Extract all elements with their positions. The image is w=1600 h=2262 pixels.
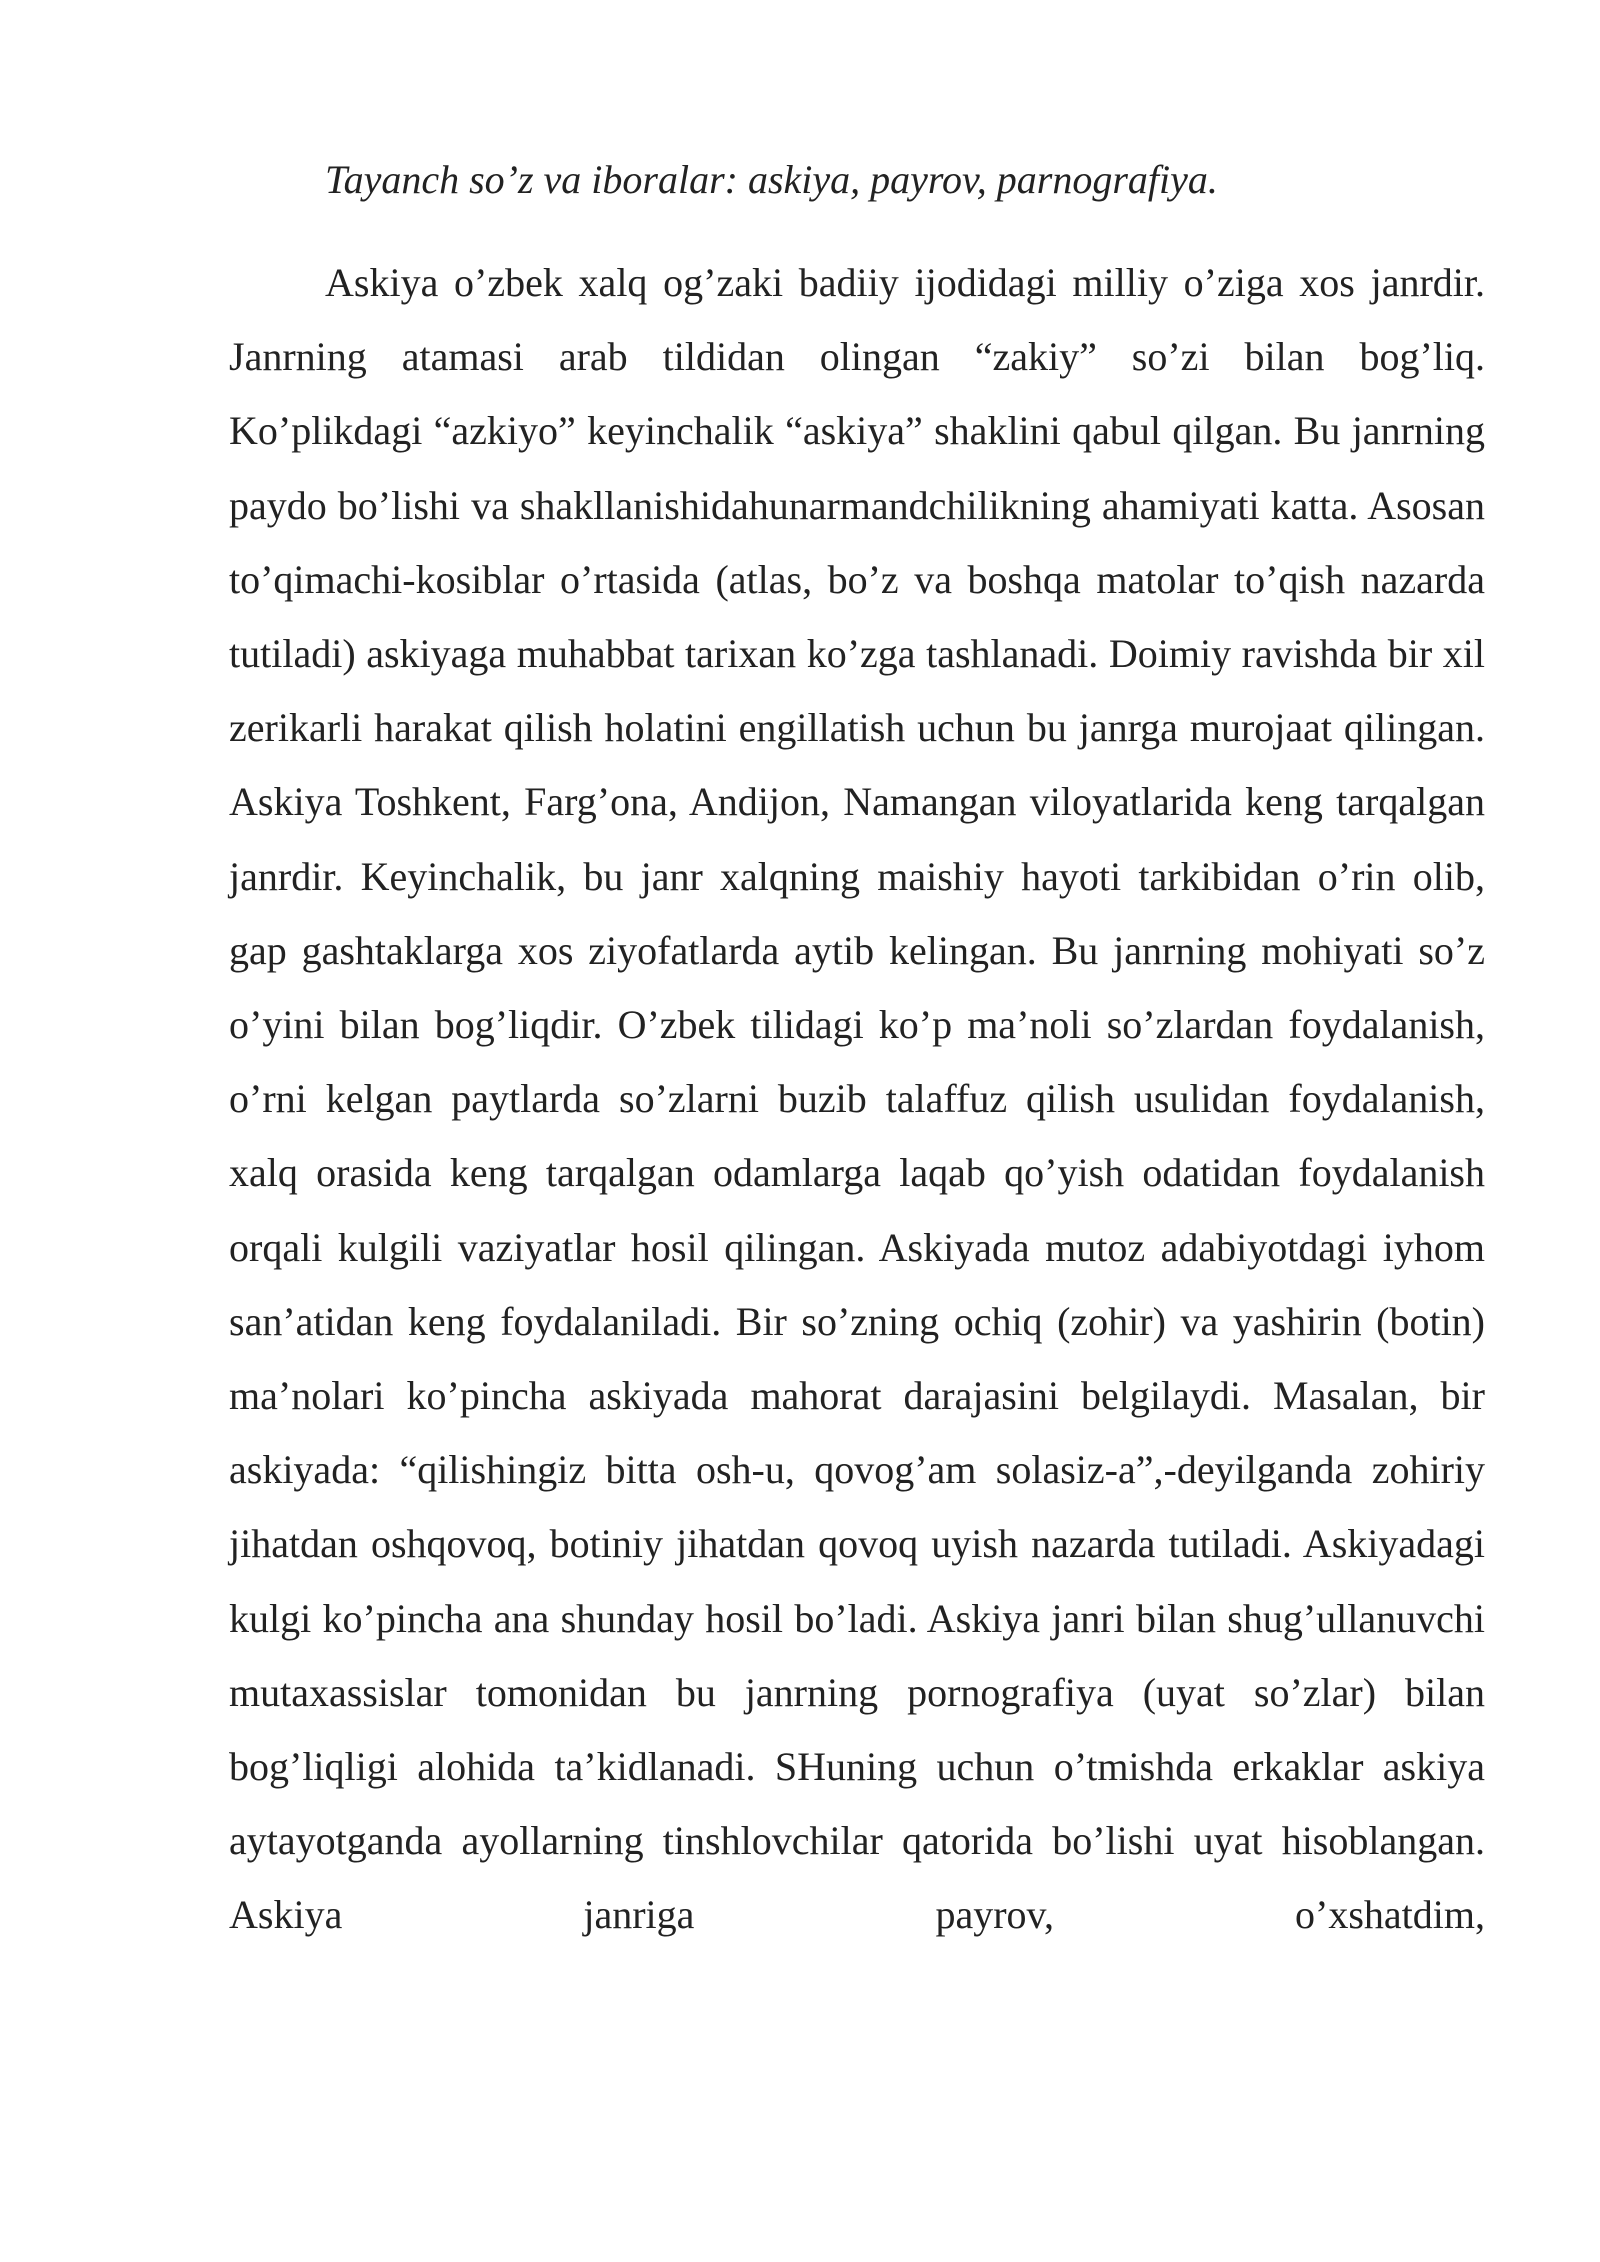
keywords-line: Tayanch so’z va iboralar: askiya, payrov, parnografiya.	[325, 157, 1218, 202]
body-paragraph: Askiya o’zbek xalq og’zaki badiiy ijodidagi milliy o’ziga xos janrdir. Janrning atamasi arab tildidan olingan “zakiy” so’zi bilan bog’liq. Ko’plikdagi “azkiyo” keyinchalik “askiya” shaklini qabul qilgan. Bu janrning paydo bo’lishi va shakllanishidahunarmandchilikning ahamiyati katta. Asosan to’qimachi-kosiblar o’rtasida (atlas, bo’z va boshqa matolar to’qish nazarda tutiladi) askiyaga muhabbat tarixan ko’zga tashlanadi. Doimiy ravishda bir xil zerikarli harakat qilish holatini engillatish uchun bu janrga murojaat qilingan. Askiya Toshkent, Farg’ona, Andijon, Namangan viloyatlarida keng tarqalgan janrdir. Keyinchalik, bu janr xalqning maishiy hayoti tarkibidan o’rin olib, gap gashtaklarga xos ziyofatlarda aytib kelingan. Bu janrning mohiyati so’z o’yini bilan bog’liqdir. O’zbek tilidagi ko’p ma’noli so’zlardan foydalanish, o’rni kelgan paytlarda so’zlarni buzib talaffuz qilish usulidan foydalanish, xalq orasida keng tarqalgan odamlarga laqab qo’yish odatidan foydalanish orqali kulgili vaziyatlar hosil qilingan. Askiyada mutoz adabiyotdagi iyhom san’atidan keng foydalaniladi. Bir so’zning ochiq (zohir) va yashirin (botin) ma’nolari ko’pincha askiyada mahorat darajasini belgilaydi. Masalan, bir askiyada: “qilishingiz bitta osh-u, qovog’am solasiz-a”,-deyilganda zohiriy jihatdan oshqovoq, botiniy jihatdan qovoq uyish nazarda tutiladi. Askiyadagi kulgi ko’pincha ana shunday hosil bo’ladi. Askiya janri bilan shug’ullanuvchi mutaxassislar tomonidan bu janrning pornografiya (uyat so’zlar) bilan bog’liqligi alohida ta’kidlanadi. SHuning uchun o’tmishda erkaklar askiya aytayotganda ayollarning tinshlovchilar qatorida bo’lishi uyat hisoblangan. Askiya janriga payrov, o’xshatdim,	[229, 260, 1485, 1938]
